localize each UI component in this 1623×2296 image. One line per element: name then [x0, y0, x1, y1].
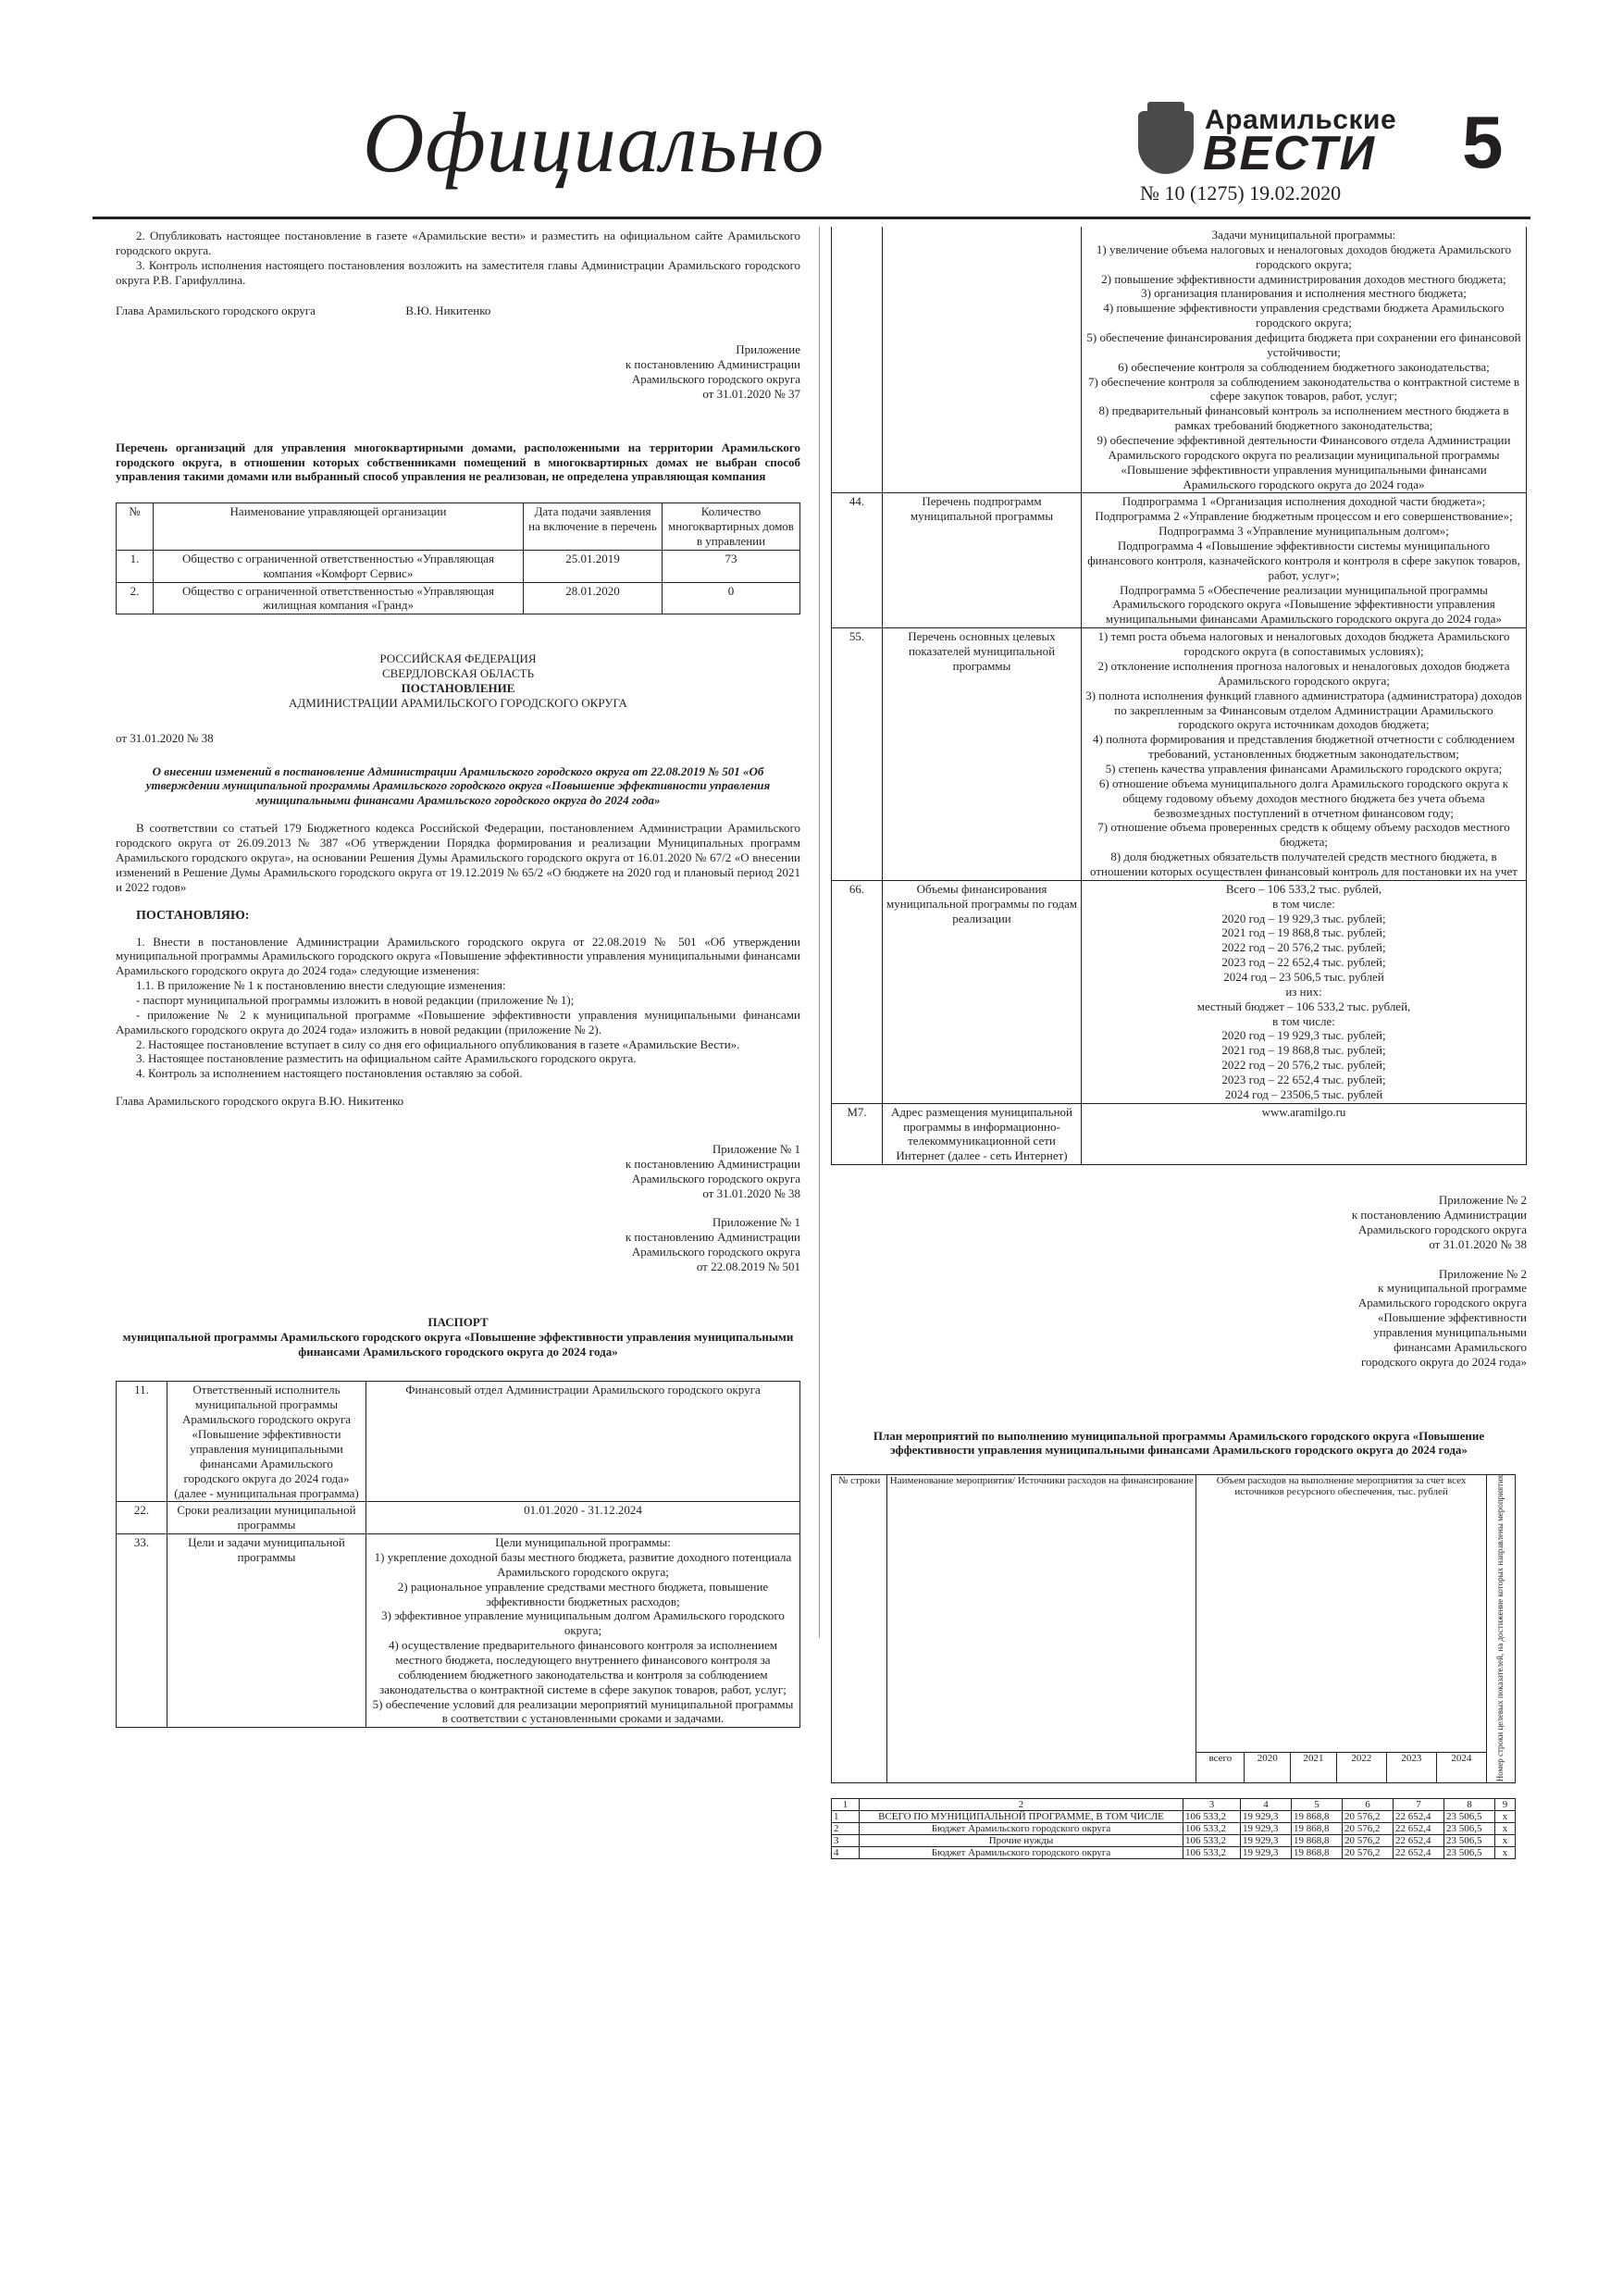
section-title: Официально [363, 95, 825, 190]
appendix-line: Арамильского городского округа [1357, 1296, 1527, 1310]
table-cell: 23 506,5 [1443, 1846, 1494, 1858]
row-label: Объемы финансирования муниципальной программы по годам реализации [883, 880, 1082, 1103]
row-label: Сроки реализации муниципальной программы [167, 1502, 366, 1534]
table-cell: 19 929,3 [1240, 1846, 1291, 1858]
task-line: Задачи муниципальной программы: [1211, 228, 1396, 242]
table-cell: х [1495, 1834, 1516, 1846]
signature: Глава Арамильского городского округа В.Ю. Никитенко [116, 304, 491, 318]
row-label: Перечень подпрограмм муниципальной программы [883, 493, 1082, 628]
table-cell: Бюджет Арамильского городского округа [860, 1846, 1183, 1858]
value-line: 2021 год – 19 868,8 тыс. рублей; [1221, 925, 1386, 940]
left-column [116, 229, 800, 1728]
table-cell: Прочие нужды [860, 1834, 1183, 1846]
table-cell: Общество с ограниченной ответственностью «Управляющая жилищная компания «Гранд» [154, 582, 524, 614]
value-line: 2024 год – 23506,5 тыс. рублей [1224, 1086, 1383, 1101]
table-row [832, 1103, 1527, 1164]
value-line: Подпрограмма 2 «Управление бюджетным процессом и его совершенствование»; [1095, 509, 1513, 524]
value-line: 5) обеспечение условий для реализации мероприятий муниципальной программы в соответствии с установленными сроками и задачами. [372, 1696, 794, 1726]
appendix-line: Арамильского городского округа [631, 1171, 800, 1185]
table-row [117, 582, 800, 614]
table-cell: 2 [860, 1798, 1183, 1810]
table-cell: Общество с ограниченной ответственностью «Управляющая компания «Комфорт Сервис» [154, 550, 524, 582]
decree-item: 2. Настоящее постановление вступает в силу со дня его официального опубликования в газете «Арамильские Вести». [136, 1036, 740, 1051]
table-header [1486, 1475, 1515, 1782]
coat-of-arms-icon [1138, 111, 1194, 174]
row-label: Адрес размещения муниципальной программы в информационно-телекоммуникационной сети Интернет (далее - сеть Интернет) [883, 1103, 1082, 1164]
value-line: в том числе: [1272, 896, 1335, 911]
table-header: Наименование мероприятия/ Источники расходов на финансирование [887, 1475, 1196, 1782]
table-row [832, 493, 1527, 628]
appendix-line: Арамильского городского округа [631, 372, 800, 387]
value-line: 2022 год – 20 576,2 тыс. рублей; [1221, 1058, 1386, 1073]
appendix-line: управления муниципальными [1373, 1325, 1527, 1340]
table-row [832, 1798, 1516, 1810]
table-header: Объем расходов на выполнение мероприятия за счет всех источников ресурсного обеспечения, тыс. рублей [1196, 1475, 1486, 1753]
row-label: Ответственный исполнитель муниципальной программы Арамильского городского округа «Повышение эффективности управления муниципальными финансами Арамильского городского округа до 2024 года» (далее - муниципальная программа) [167, 1382, 366, 1502]
appendix-line: Приложение № 2 [1438, 1266, 1527, 1281]
table-cell: ВСЕГО ПО МУНИЦИПАЛЬНОЙ ПРОГРАММЕ, В ТОМ ЧИСЛЕ [860, 1810, 1183, 1822]
value-line: 3) эффективное управление муниципальным долгом Арамильского городского округа; [381, 1608, 785, 1638]
row-label: Перечень основных целевых показателей муниципальной программы [883, 628, 1082, 881]
appendix-line: Арамильского городского округа [631, 1245, 800, 1260]
value-line: Подпрограмма 3 «Управление муниципальным долгом»; [1158, 524, 1449, 539]
row-value [1082, 227, 1527, 493]
value-line: 6) отношение объема муниципального долга Арамильского городского округа к общему годовому объему доходов местного бюджета без учета объема безвозмездных поступлений в отчетном финансовом году; [1098, 776, 1509, 820]
appendix-line: Приложение № 1 [712, 1215, 800, 1230]
decree-header-line: ПОСТАНОВЛЕНИЕ [401, 681, 515, 696]
table-cell: 19 868,8 [1291, 1834, 1342, 1846]
table-cell: 19 929,3 [1240, 1822, 1291, 1834]
appendix-line: Арамильского городского округа [1357, 1222, 1527, 1236]
table-cell: 106 533,2 [1183, 1822, 1241, 1834]
list-title: Перечень организаций для управления многоквартирными домами, расположенными на территории Арамильского городского округа, в отношении которых собственниками помещений в многоквартирных домах не выбран способ управления такими домами или выбранный способ управления не реализован, не определена управляющая компания [116, 440, 800, 484]
task-line: 7) обеспечение контроля за соблюдением законодательства о контрактной системе в сфере закупок товаров, работ, услуг; [1087, 374, 1520, 403]
value-line: 2024 год – 23 506,5 тыс. рублей [1223, 969, 1384, 984]
table-cell: 4 [832, 1846, 860, 1858]
decree-item: - паспорт муниципальной программы изложить в новой редакции (приложение № 1); [136, 993, 575, 1008]
table-row [832, 1822, 1516, 1834]
value-line: 2020 год – 19 929,3 тыс. рублей; [1221, 911, 1386, 925]
appendix-line: к муниципальной программе [1378, 1281, 1527, 1296]
appendix-line: от 31.01.2020 № 38 [702, 1185, 800, 1200]
logo-line-2: ВЕСТИ [1203, 127, 1376, 180]
table-row [832, 628, 1527, 881]
table-cell: 22 652,4 [1393, 1834, 1443, 1846]
value-line: Цели муниципальной программы: [495, 1535, 671, 1550]
table-row [117, 550, 800, 582]
table-header: всего [1196, 1753, 1245, 1782]
appendix-line: Приложение № 1 [712, 1142, 800, 1157]
decree-header-line: СВЕРДЛОВСКАЯ ОБЛАСТЬ [381, 666, 535, 681]
appendix-line: Приложение [736, 342, 800, 357]
table-cell: 23 506,5 [1443, 1834, 1494, 1846]
table-cell: 1 [832, 1810, 860, 1822]
value-line: 2020 год – 19 929,3 тыс. рублей; [1221, 1028, 1386, 1043]
value-line: 7) отношение объема проверенных средств к общему объему расходов местного бюджета; [1097, 820, 1510, 850]
value-line: 4) осуществление предварительного финансового контроля за исполнением местного бюджета, последующего внутреннего финансового контроля за соблюдением бюджетного законодательства и контроля за соблюдением законодательства о контрактной системе в сфере закупок товаров, работ, услуг; [379, 1638, 787, 1696]
table-header: № строки [832, 1475, 887, 1782]
plan-title: План мероприятий по выполнению муниципальной программы Арамильского городского округа «Повышение эффективности управления муниципальными финансами Арамильского городского округа до 2024 года» [873, 1428, 1485, 1458]
passport-table [116, 1381, 800, 1728]
task-line: 3) организация планирования и исполнения местного бюджета; [1141, 286, 1467, 301]
table-cell: 9 [1495, 1798, 1516, 1810]
paragraph: 3. Контроль исполнения настоящего постановления возложить на заместителя главы Администрации Арамильского городского округа Р.В. Гарифуллина. [116, 257, 800, 287]
table-row [832, 1834, 1516, 1846]
table-row [117, 1502, 800, 1534]
task-line: 2) повышение эффективности администрирования доходов местного бюджета; [1101, 271, 1506, 286]
decree-item: 1. Внести в постановление Администрации Арамильского городского округа от 22.08.2019 № 501 «Об утверждении муниципальной программы Арамильского городского округа «Повышение эффективности управления муниципальными финансами Арамильского городского округа до 2024 года» следующие изменения: [116, 934, 800, 978]
table-cell: 73 [663, 550, 800, 582]
appendix-note [116, 342, 800, 401]
table-cell: 106 533,2 [1183, 1810, 1241, 1822]
row-number: 11. [117, 1382, 167, 1502]
row-label: Цели и задачи муниципальной программы [167, 1534, 366, 1728]
value-line: 1) темп роста объема налоговых и неналоговых доходов бюджета Арамильского городского округа (в сопоставимых условиях); [1097, 629, 1510, 659]
table-cell: 2 [832, 1822, 860, 1834]
signature: Глава Арамильского городского округа В.Ю. Никитенко [116, 1094, 404, 1109]
page-number: 5 [1462, 101, 1504, 183]
table-cell: 22 652,4 [1393, 1822, 1443, 1834]
website-link[interactable]: www.aramilgo.ru [1082, 1103, 1527, 1164]
resolve-heading: ПОСТАНОВЛЯЮ: [136, 908, 250, 923]
row-number: 55. [832, 628, 883, 881]
table-cell: 4 [1240, 1798, 1291, 1810]
table-cell: 8 [1443, 1798, 1494, 1810]
appendix-line: от 31.01.2020 № 37 [702, 386, 800, 401]
row-number [832, 227, 883, 493]
decree-title: О внесении изменений в постановление Администрации Арамильского городского округа от 22.08.2019 № 501 «Об утверждении муниципальной программы Арамильского городского округа «Повышение эффективности управления муниципальными финансами Арамильского городского округа до 2024 года» [145, 763, 771, 808]
decree-header-line: АДМИНИСТРАЦИИ АРАМИЛЬСКОГО ГОРОДСКОГО ОКРУГА [289, 695, 627, 710]
value-line: 5) степень качества управления финансами Арамильского городского округа; [1105, 761, 1503, 776]
row-number: 66. [832, 880, 883, 1103]
row-value: 01.01.2020 - 31.12.2024 [366, 1502, 800, 1534]
value-line: 4) полнота формирования и представления бюджетной отчетности с соблюдением требований, установленных бюджетным законодательством; [1093, 732, 1515, 762]
table-header: 2024 [1436, 1753, 1486, 1782]
table-cell: 3 [832, 1834, 860, 1846]
preamble: В соответствии со статьей 179 Бюджетного кодекса Российской Федерации, постановлением Администрации Арамильского городского округа от 26.09.2013 № 387 «Об утверждении Порядка формирования и реализации Муниципальных программ Арамильского городского округа», на основании Решения Думы Арамильского городского округа от 16.01.2020 № 67/2 «О внесении изменений в Решение Думы Арамильского городского округа от 19.12.2019 № 65/2 «О бюджете на 2020 год и плановый период 2021 и 2022 годов» [116, 821, 800, 894]
appendix-line: Приложение № 2 [1438, 1193, 1527, 1208]
value-line: 2023 год – 22 652,4 тыс. рублей; [1221, 955, 1386, 970]
row-number: 22. [117, 1502, 167, 1534]
paragraph: 2. Опубликовать настоящее постановление в газете «Арамильские вести» и разместить на официальном сайте Арамильского городского округа. [116, 229, 800, 257]
decree-item: 1.1. В приложение № 1 к постановлению внести следующие изменения: [136, 978, 506, 993]
row-value [1082, 628, 1527, 881]
table-cell: 2. [117, 582, 154, 614]
row-value [1082, 493, 1527, 628]
decree-item: 3. Настоящее постановление разместить на официальном сайте Арамильского городского округа. [136, 1051, 637, 1066]
appendix-line: к постановлению Администрации [625, 1156, 800, 1171]
table-cell: 28.01.2020 [524, 582, 663, 614]
table-cell: 106 533,2 [1183, 1846, 1241, 1858]
passport-subtitle: муниципальной программы Арамильского городского округа «Повышение эффективности управления муниципальными финансами Арамильского городского округа до 2024 года» [122, 1329, 794, 1359]
table-cell: 1 [832, 1798, 860, 1810]
table-cell: 19 929,3 [1240, 1834, 1291, 1846]
appendix-line: городского округа до 2024 года» [1360, 1354, 1527, 1369]
row-value: Финансовый отдел Администрации Арамильского городского округа [366, 1382, 800, 1502]
table-cell: 19 868,8 [1291, 1822, 1342, 1834]
decree-items [116, 935, 800, 1082]
table-row [832, 1810, 1516, 1822]
plan-header-table [831, 1474, 1516, 1782]
appendix-note [831, 1193, 1527, 1251]
table-cell: 6 [1342, 1798, 1393, 1810]
appendix-line: к постановлению Администрации [1351, 1208, 1527, 1222]
row-value [366, 1534, 800, 1728]
decree-item: 4. Контроль за исполнением настоящего постановления оставляю за собой. [136, 1066, 523, 1081]
table-cell: Бюджет Арамильского городского округа [860, 1822, 1183, 1834]
table-header: Дата подачи заявления на включение в перечень [524, 503, 663, 551]
right-column [831, 227, 1527, 1859]
table-cell: 3 [1183, 1798, 1241, 1810]
task-line: 6) обеспечение контроля за соблюдением бюджетного законодательства; [1118, 359, 1490, 374]
value-line: 2) отклонение исполнения прогноза налоговых и неналоговых доходов бюджета Арамильского городского округа; [1097, 658, 1510, 688]
table-cell: 7 [1393, 1798, 1443, 1810]
table-cell: х [1495, 1822, 1516, 1834]
table-cell: 22 652,4 [1393, 1810, 1443, 1822]
table-cell: 19 868,8 [1291, 1810, 1342, 1822]
plan-table [831, 1798, 1516, 1859]
row-label [883, 227, 1082, 493]
appendix-line: «Повышение эффективности [1377, 1310, 1527, 1325]
logo-line-1: Арамильские [1205, 105, 1397, 135]
table-cell: 20 576,2 [1342, 1822, 1393, 1834]
value-line: Подпрограмма 1 «Организация исполнения доходной части бюджета»; [1121, 494, 1486, 509]
decree-item: - приложение № 2 к муниципальной программе «Повышение эффективности управления муниципальными финансами Арамильского городского округа до 2024 года» изложить в новой редакции (приложение № 2). [116, 1007, 800, 1036]
value-line: Подпрограмма 4 «Повышение эффективности системы муниципального финансового контроля, казначейского контроля и контроля в сфере закупок товаров, работ, услуг»; [1087, 539, 1520, 582]
value-line: 8) доля бюджетных обязательств получателей средств местного бюджета, в отношении которых осуществлен финансовый контроль для постановки их на учет [1090, 850, 1518, 878]
table-cell: 20 576,2 [1342, 1810, 1393, 1822]
table-row [832, 1846, 1516, 1858]
issue-number: № 10 (1275) 19.02.2020 [1140, 181, 1342, 205]
task-line: 4) повышение эффективности управления средствами бюджета Арамильского городского округа; [1103, 301, 1505, 330]
task-line: 8) предварительный финансовый контроль за исполнением местного бюджета в рамках требований бюджетного законодательства; [1098, 403, 1509, 433]
table-cell: 19 929,3 [1240, 1810, 1291, 1822]
table-header: 2023 [1386, 1753, 1436, 1782]
row-number: 33. [117, 1534, 167, 1728]
table-cell: 20 576,2 [1342, 1846, 1393, 1858]
table-row [832, 227, 1527, 493]
table-header: 2022 [1336, 1753, 1386, 1782]
table-cell: 22 652,4 [1393, 1846, 1443, 1858]
table-cell: 23 506,5 [1443, 1822, 1494, 1834]
table-row [117, 1382, 800, 1502]
task-line: 1) увеличение объема налоговых и неналоговых доходов бюджета Арамильского городского округа; [1096, 242, 1512, 271]
value-line: 2023 год – 22 652,4 тыс. рублей; [1221, 1072, 1386, 1086]
organizations-table [116, 503, 800, 614]
value-line: 2) рациональное управление средствами местного бюджета, повышение эффективности бюджетных расходов; [397, 1579, 769, 1608]
row-value [1082, 880, 1527, 1103]
value-line: в том числе: [1272, 1013, 1335, 1028]
table-cell: х [1495, 1810, 1516, 1822]
column-separator [819, 227, 820, 1638]
value-line: Подпрограмма 5 «Обеспечение реализации муниципальной программы Арамильского городского округа «Повышение эффективности управления муниципальными финансами Арамильского городского округа до 2024 года» [1105, 582, 1503, 627]
table-cell: 20 576,2 [1342, 1834, 1393, 1846]
table-cell: 1. [117, 550, 154, 582]
value-line: местный бюджет – 106 533,2 тыс. рублей, [1196, 999, 1411, 1013]
decree-header-line: РОССИЙСКАЯ ФЕДЕРАЦИЯ [379, 652, 537, 666]
value-line: 1) укрепление доходной базы местного бюджета, развитие доходного потенциала Арамильского городского округа; [374, 1549, 792, 1579]
table-cell: 25.01.2019 [524, 550, 663, 582]
table-row [117, 1534, 800, 1728]
table-header: 2020 [1245, 1753, 1291, 1782]
table-cell: 19 868,8 [1291, 1846, 1342, 1858]
appendix-note [116, 1142, 800, 1200]
table-row [832, 880, 1527, 1103]
appendix-line: финансами Арамильского [1394, 1339, 1527, 1354]
value-line: Всего – 106 533,2 тыс. рублей, [1225, 881, 1382, 896]
table-cell: х [1495, 1846, 1516, 1858]
value-line: из них: [1285, 984, 1322, 999]
decree-date: от 31.01.2020 № 38 [116, 730, 214, 745]
row-number: М7. [832, 1103, 883, 1164]
task-line: 9) обеспечение эффективной деятельности Финансового отдела Администрации Арамильского городского округа по реализации муниципальной программы «Повышение эффективности управления муниципальными финансами Арамильского городского округа до 2024 года» [1096, 433, 1511, 491]
appendix-line: к постановлению Администрации [625, 1230, 800, 1245]
passport-title: ПАСПОРТ [427, 1314, 489, 1329]
table-header: № [117, 503, 154, 551]
newspaper-logo [1138, 104, 1397, 180]
table-header: Наименование управляющей организации [154, 503, 524, 551]
table-cell: 0 [663, 582, 800, 614]
appendix-line: от 22.08.2019 № 501 [696, 1260, 800, 1274]
table-cell: 106 533,2 [1183, 1834, 1241, 1846]
header-rule [93, 217, 1530, 219]
decree-header [116, 652, 800, 710]
table-cell: 5 [1291, 1798, 1342, 1810]
task-line: 5) обеспечение финансирования дефицита бюджета при сохранении его финансовой устойчивости; [1086, 330, 1521, 359]
table-header: 2021 [1291, 1753, 1337, 1782]
row-number: 44. [832, 493, 883, 628]
value-line: 3) полнота исполнения функций главного администратора (администратора) доходов по закрепленным за Финансовым отделом Администрации Арамильского городского округа источникам доходов бюджета; [1085, 688, 1522, 732]
table-header: Количество многоквартирных домов в управлении [663, 503, 800, 551]
value-line: 2022 год – 20 576,2 тыс. рублей; [1221, 940, 1386, 955]
appendix-line: к постановлению Администрации [625, 357, 800, 372]
vertical-header: Номер строки целевых показателей, на достижение которых направлены мероприятия [1494, 1475, 1505, 1782]
value-line: 2021 год – 19 868,8 тыс. рублей; [1221, 1043, 1386, 1058]
appendix-line: от 31.01.2020 № 38 [1429, 1236, 1527, 1251]
passport-table-continued [831, 227, 1527, 1165]
appendix-note [116, 1215, 800, 1273]
table-cell: 23 506,5 [1443, 1810, 1494, 1822]
appendix-note [831, 1267, 1527, 1370]
